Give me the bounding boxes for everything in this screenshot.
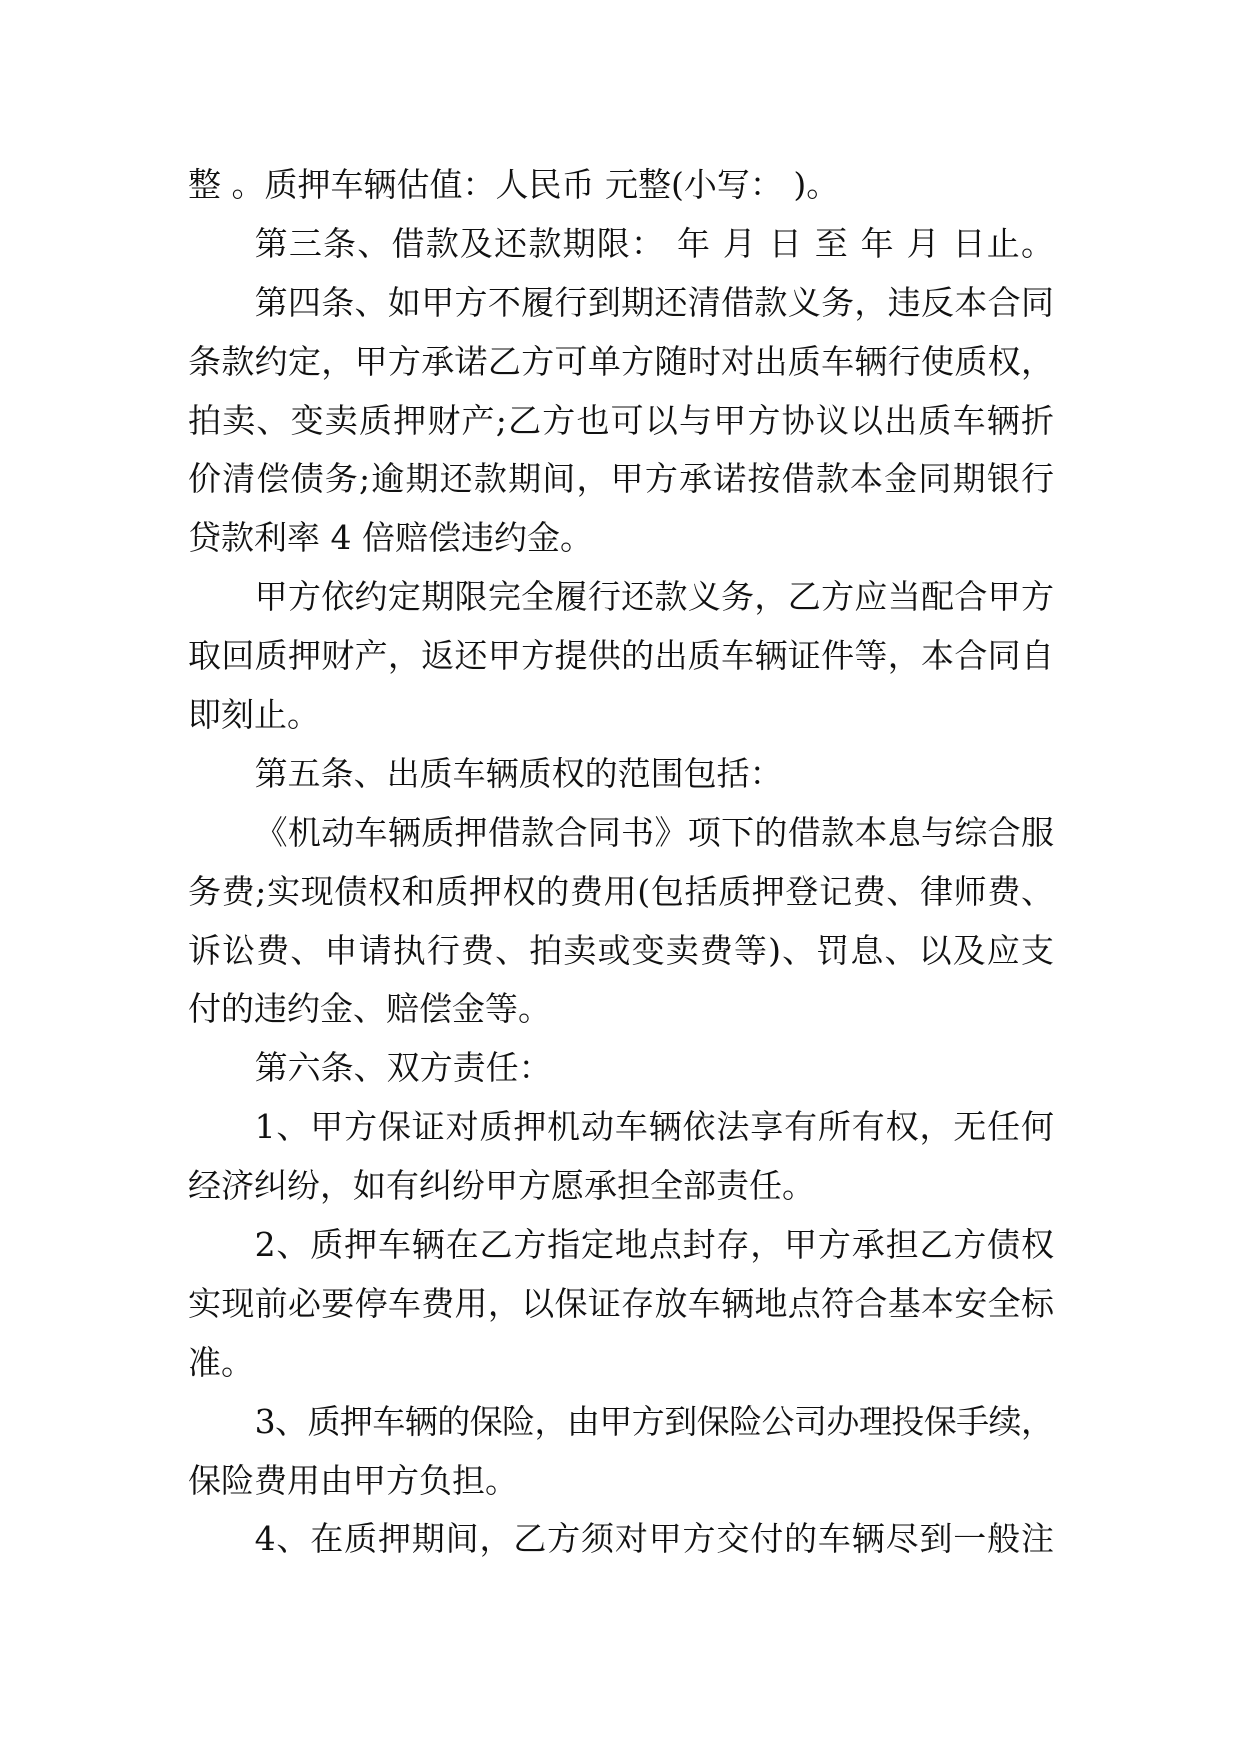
paragraph-article-4-performance [188,568,1054,745]
text-line: 价清偿债务;逾期还款期间，甲方承诺按借款本金同期银行 [188,459,1056,499]
paragraph-clause-2 [188,1216,1054,1393]
text-line: 取回质押财产，返还甲方提供的出质车辆证件等，本合同自 [188,636,1055,676]
text-line: 第六条、双方责任： [254,1048,552,1088]
text-line: 条款约定，甲方承诺乙方可单方随时对出质车辆行使质权， [188,341,1055,381]
text-line: 第五条、出质车辆质权的范围包括： [254,753,783,793]
text-line: 《机动车辆质押借款合同书》项下的借款本息与综合服 [254,812,1055,852]
paragraph-clause-1 [188,1098,1054,1216]
text-line: 4、在质押期间，乙方须对甲方交付的车辆尽到一般注 [254,1519,1055,1559]
text-line: 第三条、借款及还款期限： 年 月 日 至 年 月 日止。 [254,223,1056,263]
paragraph-article-5 [188,745,1054,804]
paragraph-article-6 [188,1039,1054,1098]
text-line: 1、甲方保证对质押机动车辆依法享有所有权，无任何 [254,1107,1055,1147]
text-line: 实现前必要停车费用，以保证存放车辆地点符合基本安全标 [188,1283,1055,1323]
text-line: 第四条、如甲方不履行到期还清借款义务，违反本合同 [254,282,1055,322]
text-line: 付的违约金、赔偿金等。 [188,989,551,1029]
paragraph-article-4 [188,274,1054,568]
paragraph-clause-3 [188,1393,1054,1511]
text-line: 即刻止。 [188,695,320,735]
text-line: 准。 [188,1342,254,1382]
text-line: 3、质押车辆的保险，由甲方到保险公司办理投保手续， [254,1401,1054,1441]
text-line: 经济纠纷，如有纠纷甲方愿承担全部责任。 [188,1166,815,1206]
paragraph-clause-4 [188,1510,1054,1569]
text-line: 保险费用由甲方负担。 [188,1460,518,1500]
text-line: 拍卖、变卖质押财产;乙方也可以与甲方协议以出质车辆折 [188,400,1056,440]
document-body [188,156,1054,1569]
text-line: 务费;实现债权和质押权的费用(包括质押登记费、律师费、 [188,871,1055,911]
text-line: 2、质押车辆在乙方指定地点封存，甲方承担乙方债权 [254,1225,1055,1265]
paragraph-valuation-continued [188,156,1054,215]
text-line: 贷款利率 4 倍赔偿违约金。 [188,518,593,558]
paragraph-article-5-scope [188,804,1054,1040]
paragraph-article-3 [188,215,1054,274]
text-line: 整 。质押车辆估值：人民币 元整(小写： )。 [188,165,840,204]
text-line: 诉讼费、申请执行费、拍卖或变卖费等)、罚息、以及应支 [188,930,1056,970]
text-line: 甲方依约定期限完全履行还款义务，乙方应当配合甲方 [254,577,1055,617]
